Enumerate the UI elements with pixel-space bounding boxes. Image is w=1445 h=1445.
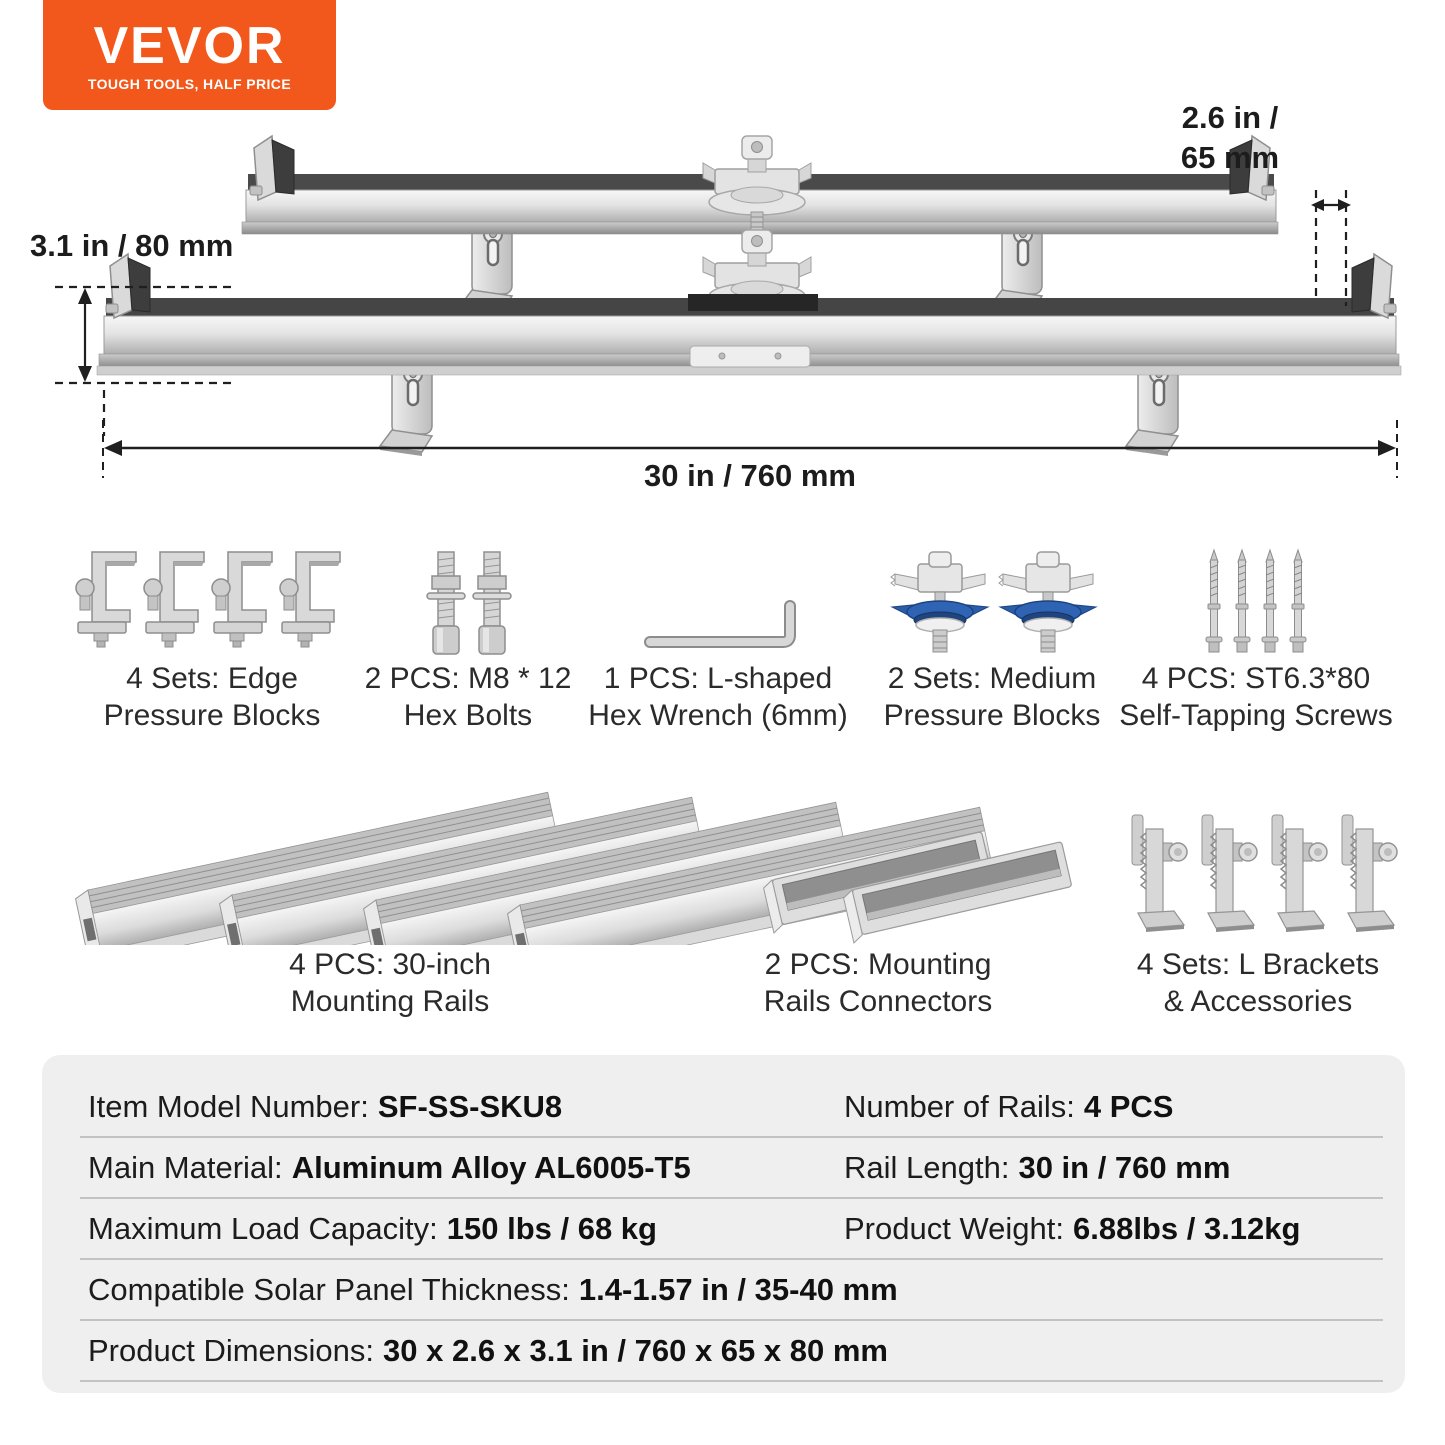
hex-bolts-icon — [427, 552, 511, 654]
spec-max-load — [80, 1211, 657, 1247]
components-row2-icons — [0, 765, 1445, 945]
dimension-width-line2: 65 mm — [1180, 140, 1280, 175]
component-label-line2: Pressure Blocks — [103, 699, 321, 732]
spec-label: Number of Rails: — [844, 1088, 1075, 1124]
component-label-line2: Rails Connectors — [763, 985, 993, 1018]
component-label-line2: Hex Bolts — [403, 699, 533, 732]
dimension-height-label: 3.1 in / 80 mm — [30, 228, 234, 263]
spec-value: Aluminum Alloy AL6005-T5 — [291, 1149, 691, 1185]
spec-product-weight — [836, 1199, 1300, 1258]
spec-label: Main Material: — [88, 1149, 283, 1185]
hex-wrench-icon — [650, 606, 790, 642]
l-brackets-icon — [1132, 815, 1397, 932]
medium-pressure-blocks-icon — [891, 552, 1096, 652]
component-label-line1: 4 Sets: L Brackets — [1136, 948, 1380, 981]
component-label — [588, 660, 848, 734]
spec-panel-thickness — [80, 1272, 898, 1308]
spec-value: 4 PCS — [1083, 1088, 1174, 1124]
dimension-width-label — [1082, 98, 1378, 178]
component-label-line1: 4 PCS: 30-inch — [289, 948, 491, 981]
component-label — [872, 660, 1112, 734]
spec-row — [80, 1199, 1383, 1260]
spec-value: 1.4-1.57 in / 35-40 mm — [578, 1271, 898, 1307]
component-label-line2: Hex Wrench (6mm) — [588, 699, 848, 732]
spec-value: 30 x 2.6 x 3.1 in / 760 x 65 x 80 mm — [383, 1332, 888, 1368]
component-label — [92, 660, 332, 734]
component-label — [748, 946, 1008, 1020]
spec-row — [80, 1321, 1383, 1382]
spec-value: SF-SS-SKU8 — [377, 1088, 563, 1124]
component-label-line2: Mounting Rails — [290, 985, 490, 1018]
component-label-line2: Self-Tapping Screws — [1119, 699, 1393, 732]
component-label — [1106, 660, 1406, 734]
spec-label: Item Model Number: — [88, 1088, 369, 1124]
spec-value: 6.88lbs / 3.12kg — [1072, 1210, 1301, 1246]
spec-value: 150 lbs / 68 kg — [446, 1210, 657, 1246]
brand-name: VEVOR — [93, 16, 286, 75]
width-dimension-lines — [1311, 190, 1351, 306]
spec-table — [42, 1055, 1405, 1393]
components-row1-icons — [0, 540, 1445, 670]
spec-label: Rail Length: — [844, 1149, 1010, 1185]
dimension-width-line1: 2.6 in / — [1181, 100, 1279, 135]
component-label-line1: 4 PCS: ST6.3*80 — [1141, 662, 1371, 695]
component-label — [270, 946, 510, 1020]
component-label-line1: 4 Sets: Edge — [126, 662, 298, 695]
spec-value: 30 in / 760 mm — [1018, 1149, 1231, 1185]
component-label-line2: & Accessories — [1163, 985, 1353, 1018]
spec-item-model — [80, 1089, 562, 1125]
self-tapping-screws-icon — [1206, 550, 1306, 652]
spec-product-dimensions — [80, 1333, 888, 1369]
spec-label: Maximum Load Capacity: — [88, 1210, 438, 1246]
spec-row — [80, 1138, 1383, 1199]
spec-number-of-rails — [836, 1077, 1173, 1136]
dimension-length-label: 30 in / 760 mm — [644, 458, 856, 493]
component-label-line2: Pressure Blocks — [883, 699, 1101, 732]
component-label-line1: 1 PCS: L-shaped — [603, 662, 833, 695]
edge-pressure-blocks-icon — [76, 552, 340, 647]
spec-row — [80, 1260, 1383, 1321]
bottom-rail-illustration — [97, 230, 1401, 456]
spec-label: Compatible Solar Panel Thickness: — [88, 1271, 570, 1307]
spec-rail-length — [836, 1138, 1230, 1197]
component-label-line1: 2 Sets: Medium — [887, 662, 1097, 695]
component-label-line1: 2 PCS: M8 * 12 — [364, 662, 572, 695]
spec-label: Product Dimensions: — [88, 1332, 375, 1368]
component-label — [348, 660, 588, 734]
brand-tagline: TOUGH TOOLS, HALF PRICE — [87, 75, 292, 92]
spec-row — [80, 1077, 1383, 1138]
component-label — [1118, 946, 1398, 1020]
spec-label: Product Weight: — [844, 1210, 1064, 1246]
component-label-line1: 2 PCS: Mounting — [764, 948, 992, 981]
spec-main-material — [80, 1150, 691, 1186]
